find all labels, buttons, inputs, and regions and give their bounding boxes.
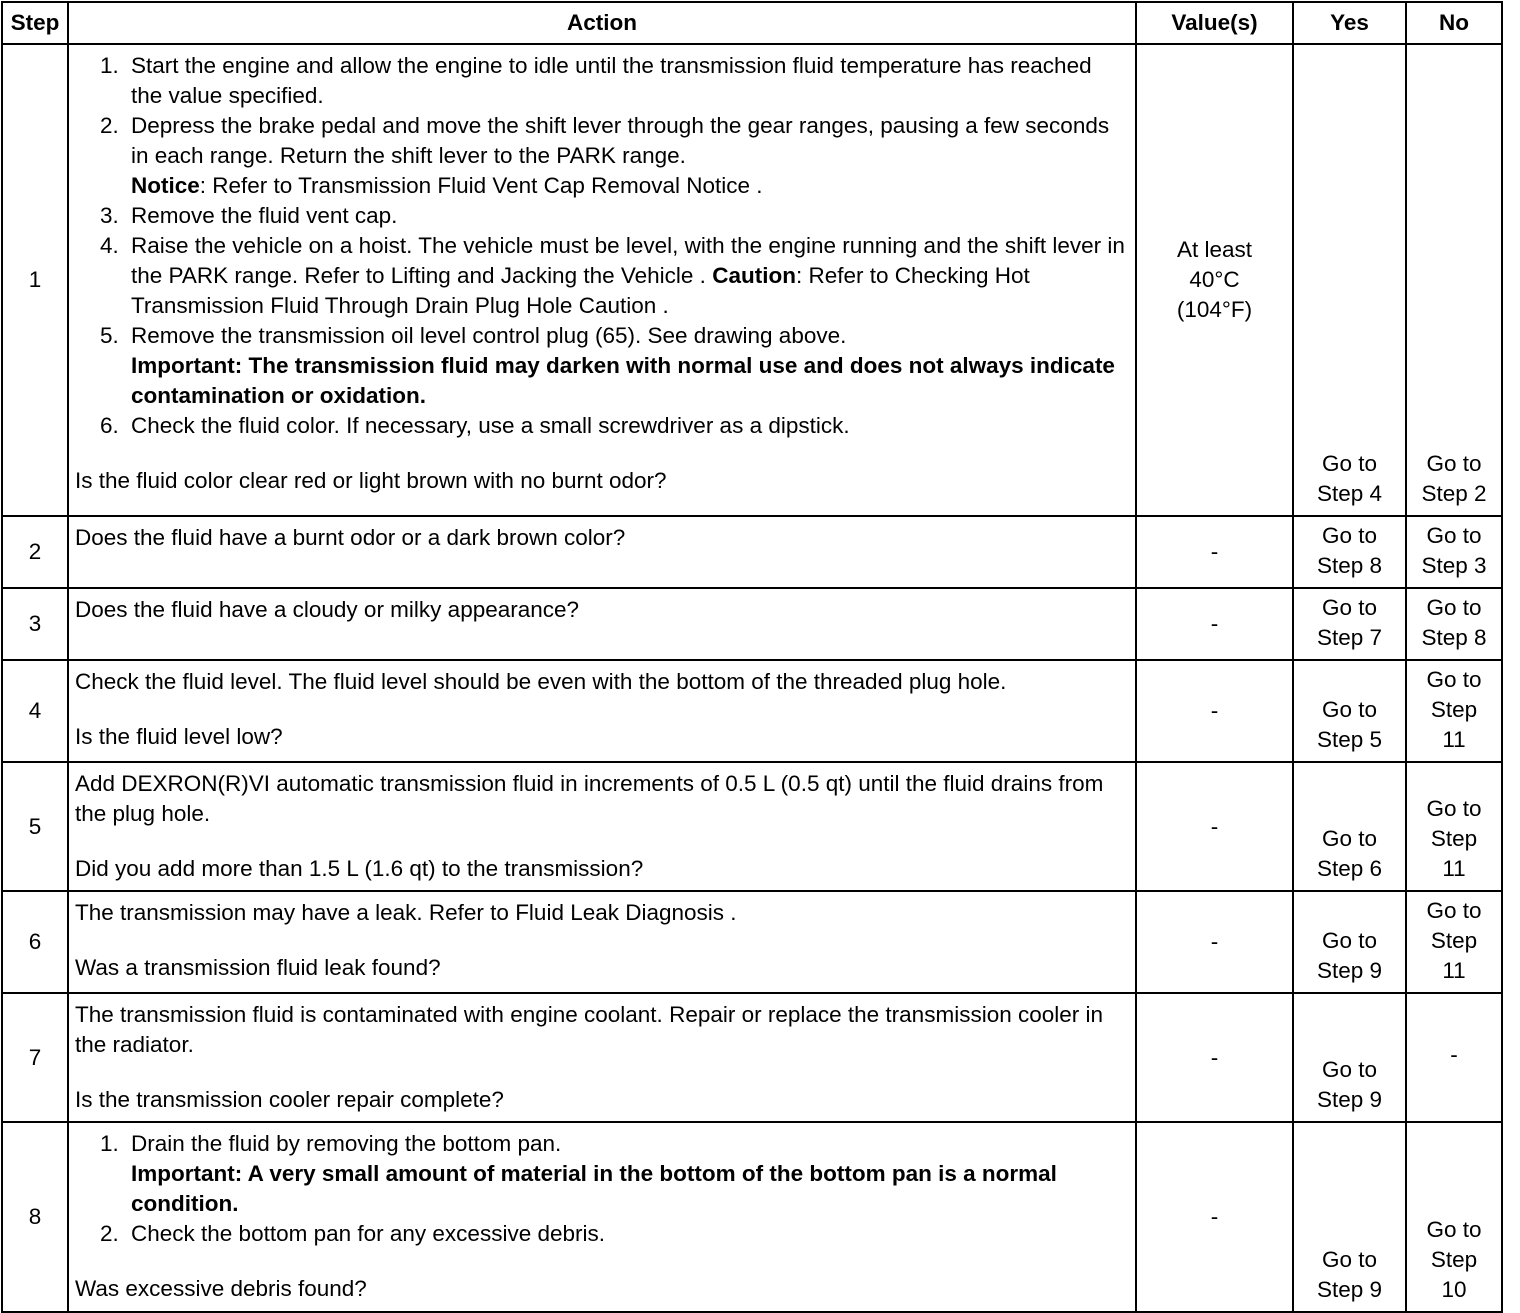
procedure-table-wrapper xyxy=(1,1,1503,1313)
question-text: Was excessive debris found? xyxy=(75,1276,367,1301)
yes-cell: Go to Step 5 xyxy=(1293,660,1406,762)
step-number: 1 xyxy=(2,44,68,516)
yes-cell: Go to Step 7 xyxy=(1293,588,1406,660)
table-row xyxy=(2,660,1502,762)
step-number: 8 xyxy=(2,1122,68,1312)
list-item: 6. Check the fluid color. If necessary, use a small screwdriver as a dipstick. xyxy=(125,411,1129,441)
action-cell xyxy=(68,44,1136,516)
value-cell: - xyxy=(1136,891,1293,993)
question-text: Was a transmission fluid leak found? xyxy=(75,955,441,980)
header-action: Action xyxy=(68,2,1136,44)
list-item: 5. Remove the transmission oil level control plug (65). See drawing above. Important: The transmission fluid may darken with normal use and does not always indicate contamination or oxidation. xyxy=(125,321,1129,411)
yes-cell: Go to Step 9 xyxy=(1293,891,1406,993)
yes-cell: Go to Step 8 xyxy=(1293,516,1406,588)
table-row xyxy=(2,516,1502,588)
notice-label: Notice xyxy=(131,173,200,198)
no-cell: - xyxy=(1406,993,1502,1122)
header-step: Step xyxy=(2,2,68,44)
step-number: 4 xyxy=(2,660,68,762)
no-cell: Go to Step 11 xyxy=(1406,762,1502,891)
value-cell: - xyxy=(1136,660,1293,762)
no-cell: Go to Step 11 xyxy=(1406,660,1502,762)
value-cell: - xyxy=(1136,1122,1293,1312)
step-number: 5 xyxy=(2,762,68,891)
no-cell: Go to Step 8 xyxy=(1406,588,1502,660)
important-note: Important: The transmission fluid may darken with normal use and does not always indicate contamination or oxidation. xyxy=(131,353,1115,408)
value-cell: - xyxy=(1136,516,1293,588)
table-row xyxy=(2,891,1502,993)
caution-label: Caution xyxy=(712,263,796,288)
no-cell: Go to Step 11 xyxy=(1406,891,1502,993)
step-number: 6 xyxy=(2,891,68,993)
yes-cell: Go to Step 9 xyxy=(1293,1122,1406,1312)
question-text: Is the fluid level low? xyxy=(75,724,283,749)
header-row xyxy=(2,2,1502,44)
action-steps-list xyxy=(75,51,1129,441)
yes-cell: Go to Step 4 xyxy=(1293,44,1406,516)
action-cell xyxy=(68,1122,1136,1312)
value-cell: At least 40°C (104°F) xyxy=(1136,44,1293,516)
table-row xyxy=(2,44,1502,516)
important-note: Important: A very small amount of material in the bottom of the bottom pan is a normal condition. xyxy=(131,1161,1057,1216)
no-cell: Go to Step 3 xyxy=(1406,516,1502,588)
step-number: 7 xyxy=(2,993,68,1122)
table-row xyxy=(2,993,1502,1122)
header-values: Value(s) xyxy=(1136,2,1293,44)
step-number: 2 xyxy=(2,516,68,588)
action-cell: The transmission may have a leak. Refer to Fluid Leak Diagnosis . Was a transmission fluid leak found? xyxy=(68,891,1136,993)
notice-line: Notice: Refer to Transmission Fluid Vent Cap Removal Notice . xyxy=(131,173,763,198)
list-item: 3. Remove the fluid vent cap. xyxy=(125,201,1129,231)
action-cell: Check the fluid level. The fluid level should be even with the bottom of the threaded plug hole. Is the fluid level low? xyxy=(68,660,1136,762)
action-cell: The transmission fluid is contaminated with engine coolant. Repair or replace the transmission cooler in the radiator. Is the transmission cooler repair complete? xyxy=(68,993,1136,1122)
value-cell: - xyxy=(1136,762,1293,891)
table-row xyxy=(2,1122,1502,1312)
header-no: No xyxy=(1406,2,1502,44)
question-text: Is the fluid color clear red or light brown with no burnt odor? xyxy=(75,468,667,493)
table-row xyxy=(2,588,1502,660)
action-steps-list xyxy=(75,1129,1129,1249)
list-item: 1. Start the engine and allow the engine to idle until the transmission fluid temperature has reached the value specified. xyxy=(125,51,1129,111)
yes-cell: Go to Step 6 xyxy=(1293,762,1406,891)
list-item: 2. Depress the brake pedal and move the shift lever through the gear ranges, pausing a few seconds in each range. Return the shift lever to the PARK range. Notice: Refer to Transmission Fluid Vent Cap Removal Notice . xyxy=(125,111,1129,201)
question-text: Did you add more than 1.5 L (1.6 qt) to the transmission? xyxy=(75,856,644,881)
value-cell: - xyxy=(1136,993,1293,1122)
no-cell: Go to Step 10 xyxy=(1406,1122,1502,1312)
question-text: Is the transmission cooler repair complete? xyxy=(75,1087,504,1112)
table-row xyxy=(2,762,1502,891)
action-cell: Add DEXRON(R)VI automatic transmission fluid in increments of 0.5 L (0.5 qt) until the fluid drains from the plug hole. Did you add more than 1.5 L (1.6 qt) to the transmission? xyxy=(68,762,1136,891)
list-item: 1. Drain the fluid by removing the bottom pan. Important: A very small amount of material in the bottom of the bottom pan is a normal condition. xyxy=(125,1129,1129,1219)
action-cell: Does the fluid have a cloudy or milky appearance? xyxy=(68,588,1136,660)
diagnostic-table xyxy=(1,1,1503,1313)
yes-cell: Go to Step 9 xyxy=(1293,993,1406,1122)
action-cell: Does the fluid have a burnt odor or a dark brown color? xyxy=(68,516,1136,588)
no-cell: Go to Step 2 xyxy=(1406,44,1502,516)
step-number: 3 xyxy=(2,588,68,660)
list-item: 4. Raise the vehicle on a hoist. The vehicle must be level, with the engine running and the shift lever in the PARK range. Refer to Lifting and Jacking the Vehicle . Caution: Refer to Checking Hot Transmission Fluid Through Drain Plug Hole Caution . xyxy=(125,231,1129,321)
header-yes: Yes xyxy=(1293,2,1406,44)
value-cell: - xyxy=(1136,588,1293,660)
list-item: 2. Check the bottom pan for any excessive debris. xyxy=(125,1219,1129,1249)
